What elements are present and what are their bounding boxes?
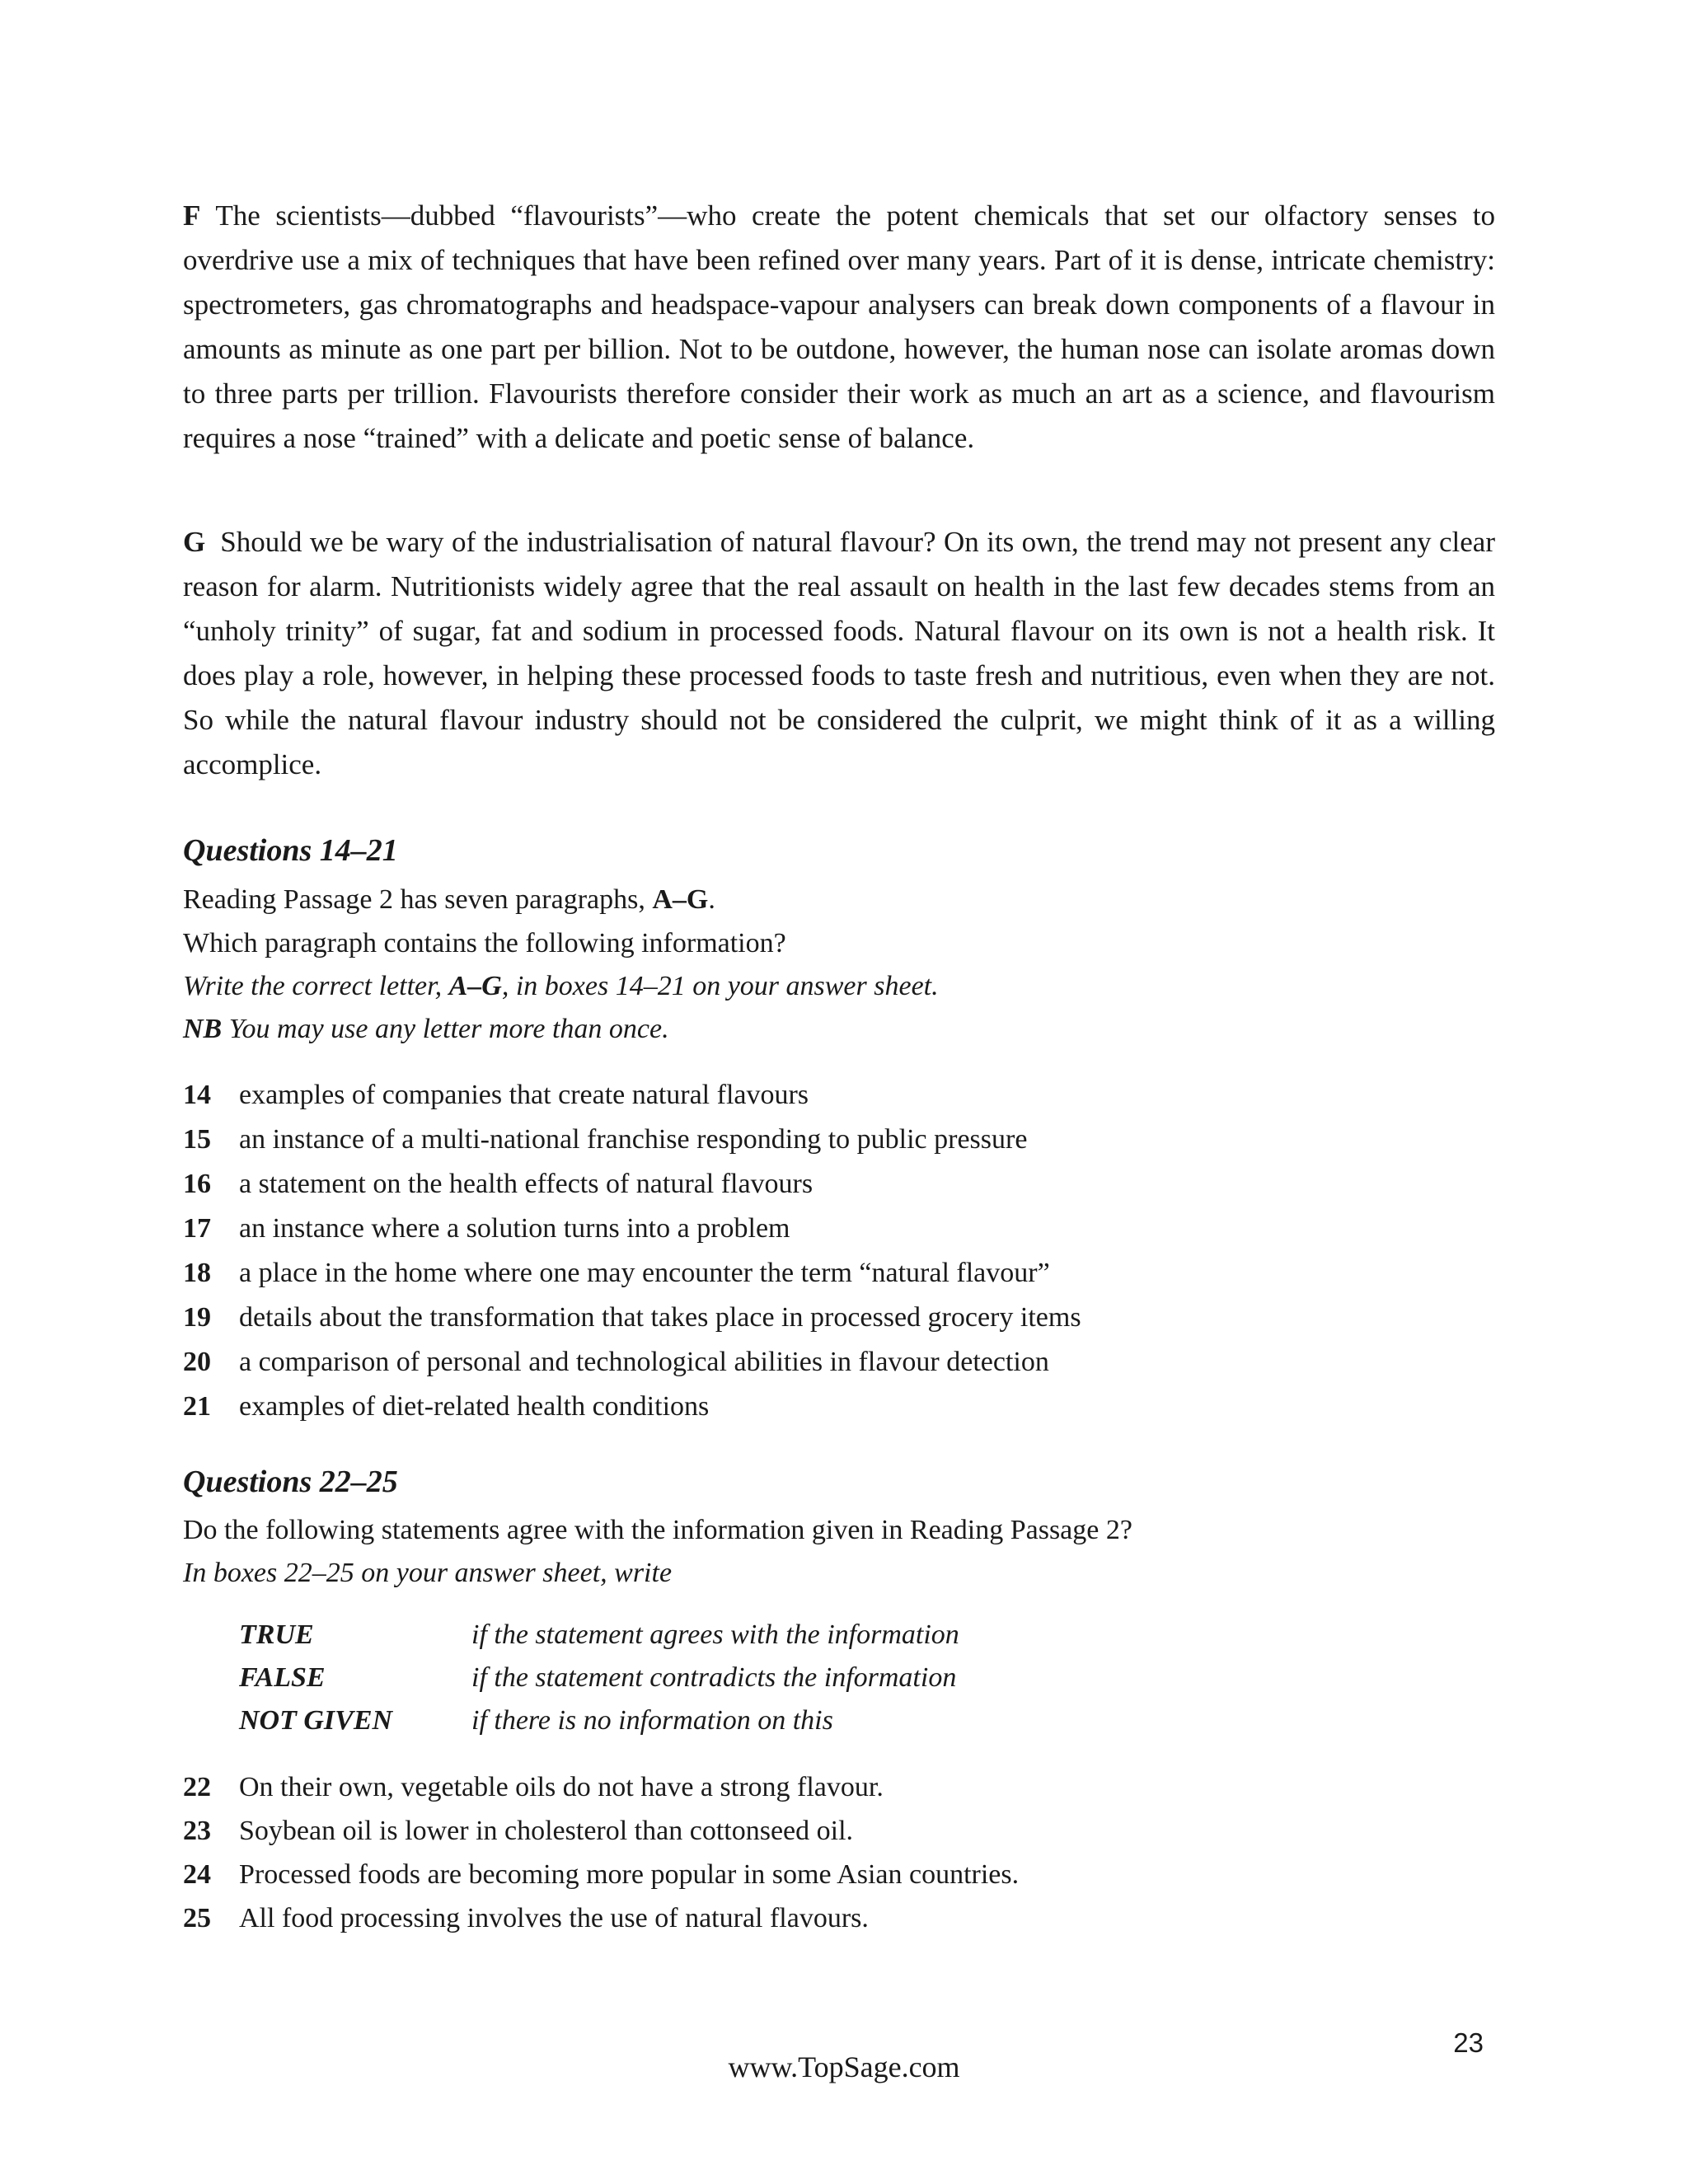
question-text: details about the transformation that takes place in processed grocery items	[239, 1302, 1081, 1333]
question-number: 24	[183, 1859, 211, 1890]
question-text: a comparison of personal and technological abilities in flavour detection	[239, 1347, 1049, 1377]
question-item	[183, 1903, 1019, 1947]
question-text: examples of companies that create natural flavours	[239, 1080, 809, 1110]
question-text: a place in the home where one may encounter the term “natural flavour”	[239, 1258, 1050, 1288]
paragraph-text: The scientists—dubbed “flavourists”—who create the potent chemicals that set our olfactory senses to overdrive use a mix of techniques that have been refined over many years. Part of it is dense, intricate chemistry: spectrometers, gas chromatographs and headspace-vapour analysers can break down components of a flavour in amounts as minute as one part per billion. Not to be outdone, however, the human nose can isolate aromas down to three parts per trillion. Flavourists therefore consider their work as much an art as a science, and flavourism requires a nose “trained” with a delicate and poetic sense of balance.	[183, 199, 1495, 454]
instruction-boxes: In boxes 22–25 on your answer sheet, write	[183, 1558, 673, 1588]
question-item	[183, 1347, 1081, 1391]
question-item	[183, 1080, 1081, 1124]
question-item	[183, 1258, 1081, 1302]
instruction-text: Write the correct letter,	[183, 971, 449, 1001]
footer-url: www.TopSage.com	[728, 2050, 960, 2083]
questions-22-25-heading: Questions 22–25	[183, 1465, 398, 1499]
question-number: 23	[183, 1816, 211, 1846]
legend-value: if the statement agrees with the information	[471, 1619, 959, 1650]
question-number: 14	[183, 1080, 211, 1110]
paragraph-label: G	[183, 526, 206, 558]
question-item	[183, 1391, 1081, 1436]
question-number: 25	[183, 1903, 211, 1933]
question-number: 20	[183, 1347, 211, 1377]
question-number: 15	[183, 1124, 211, 1155]
instruction-text: Reading Passage 2 has seven paragraphs,	[183, 884, 653, 915]
answer-legend	[239, 1619, 959, 1748]
paragraph-text: Should we be wary of the industrialisation of natural flavour? On its own, the trend may not present any clear reason for alarm. Nutritionists widely agree that the real assault on health in the last few decades stems from an “unholy trinity” of sugar, fat and sodium in processed foods. Natural flavour on its own is not a health risk. It does play a role, however, in helping these processed foods to taste fresh and nutritious, even when they are not. So while the natural flavour industry should not be considered the culprit, we might think of it as a willing accomplice.	[183, 526, 1495, 780]
paragraph-label: F	[183, 199, 201, 232]
instruction-text: .	[708, 884, 715, 915]
instruction-bold: A–G	[652, 884, 709, 915]
question-text: Soybean oil is lower in cholesterol than cottonseed oil.	[239, 1816, 854, 1846]
question-text: On their own, vegetable oils do not have a strong flavour.	[239, 1772, 884, 1802]
question-text: Processed foods are becoming more popular in some Asian countries.	[239, 1859, 1020, 1890]
legend-row	[239, 1662, 959, 1705]
legend-key: FALSE	[239, 1662, 326, 1693]
instruction-bold: A–G	[448, 971, 502, 1001]
instruction-agree: Do the following statements agree with the information given in Reading Passage 2?	[183, 1515, 1132, 1545]
question-number: 22	[183, 1772, 211, 1802]
legend-key: TRUE	[239, 1619, 314, 1650]
question-item	[183, 1302, 1081, 1347]
questions-14-21-list	[183, 1080, 1081, 1436]
questions-22-25-list	[183, 1772, 1019, 1947]
question-text: examples of diet-related health conditions	[239, 1391, 710, 1422]
question-item	[183, 1859, 1019, 1903]
instruction-text: You may use any letter more than once.	[222, 1014, 669, 1044]
question-item	[183, 1124, 1081, 1169]
question-number: 16	[183, 1169, 211, 1199]
question-item	[183, 1169, 1081, 1213]
question-text: an instance where a solution turns into a problem	[239, 1213, 790, 1244]
question-text: a statement on the health effects of natural flavours	[239, 1169, 814, 1199]
question-item	[183, 1816, 1019, 1859]
legend-row	[239, 1705, 959, 1748]
paragraph-f	[183, 194, 1495, 461]
page-number: 23	[1453, 2027, 1484, 2058]
legend-value: if there is no information on this	[471, 1705, 833, 1736]
legend-value: if the statement contradicts the information	[471, 1662, 957, 1693]
question-number: 17	[183, 1213, 211, 1244]
question-number: 21	[183, 1391, 211, 1422]
question-number: 18	[183, 1258, 211, 1288]
questions-14-21-heading: Questions 14–21	[183, 833, 398, 868]
paragraph-g	[183, 520, 1495, 787]
legend-key: NOT GIVEN	[239, 1705, 393, 1736]
instruction-write-letter	[183, 971, 939, 1002]
instruction-nb	[183, 1014, 669, 1045]
question-number: 19	[183, 1302, 211, 1333]
legend-row	[239, 1619, 959, 1662]
instruction-text: , in boxes 14–21 on your answer sheet.	[501, 971, 939, 1001]
question-item	[183, 1772, 1019, 1816]
nb-label: NB	[183, 1014, 223, 1044]
question-text: All food processing involves the use of natural flavours.	[239, 1903, 869, 1933]
question-item	[183, 1213, 1081, 1258]
instruction-paragraphs	[183, 884, 715, 916]
question-text: an instance of a multi-national franchise responding to public pressure	[239, 1124, 1028, 1155]
instruction-question: Which paragraph contains the following information?	[183, 928, 786, 958]
